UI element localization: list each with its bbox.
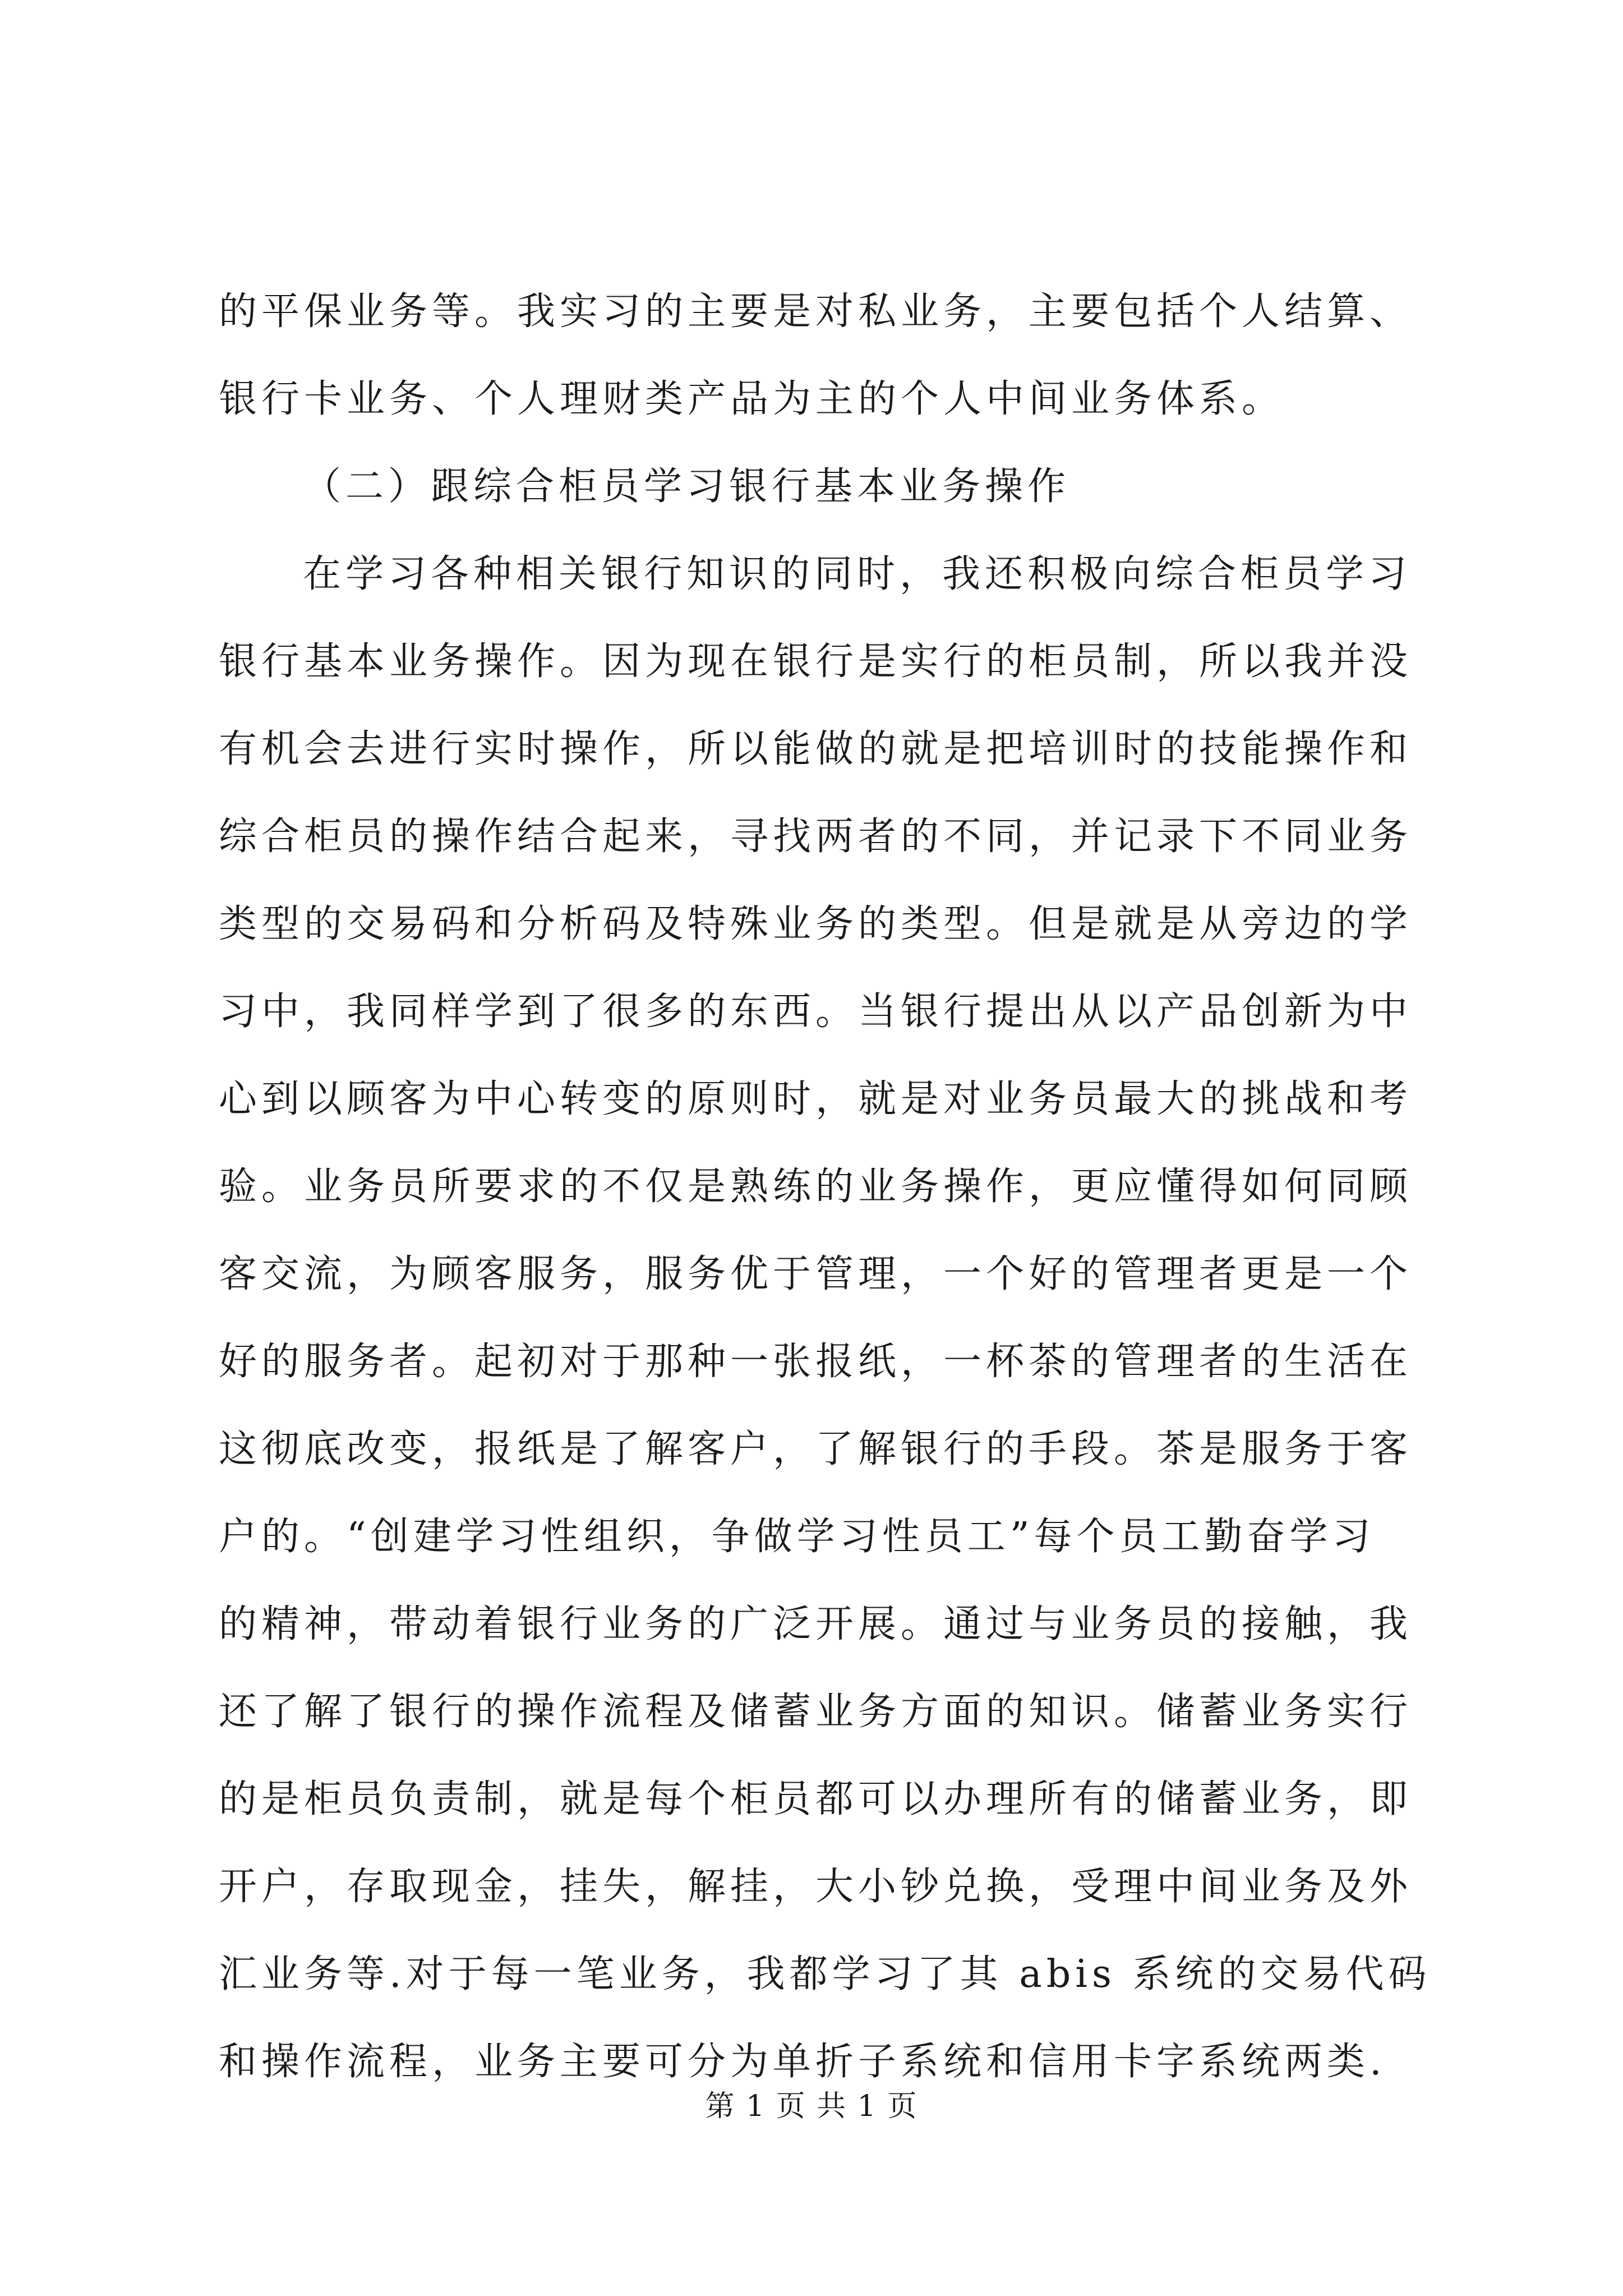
text-line: 类型的交易码和分析码及特殊业务的类型。但是就是从旁边的学	[219, 902, 1413, 946]
text-line: 验。业务员所要求的不仅是熟练的业务操作，更应懂得如何同顾	[219, 1165, 1413, 1209]
section-heading: （二）跟综合柜员学习银行基本业务操作	[303, 464, 1071, 509]
text-line: 好的服务者。起初对于那种一张报纸，一杯茶的管理者的生活在	[219, 1340, 1413, 1384]
paragraph-first-line: 在学习各种相关银行知识的同时，我还积极向综合柜员学习	[303, 552, 1412, 596]
text-line: 心到以顾客为中心转变的原则时，就是对业务员最大的挑战和考	[219, 1077, 1413, 1121]
text-line: 还了解了银行的操作流程及储蓄业务方面的知识。储蓄业务实行	[219, 1690, 1413, 1734]
text-line: 银行卡业务、个人理财类产品为主的个人中间业务体系。	[219, 377, 1285, 421]
text-line: 客交流，为顾客服务，服务优于管理，一个好的管理者更是一个	[219, 1252, 1413, 1296]
page-number-footer: 第 1 页 共 1 页	[705, 2090, 918, 2123]
text-line: 综合柜员的操作结合起来，寻找两者的不同，并记录下不同业务	[219, 815, 1413, 859]
text-line: 的精神，带动着银行业务的广泛开展。通过与业务员的接触，我	[219, 1602, 1413, 1646]
text-line: 有机会去进行实时操作，所以能做的就是把培训时的技能操作和	[219, 727, 1413, 771]
text-line: 和操作流程，业务主要可分为单折子系统和信用卡字系统两类.	[219, 2040, 1386, 2084]
text-line: 的平保业务等。我实习的主要是对私业务，主要包括个人结算、	[219, 289, 1413, 334]
text-line: 的是柜员负责制，就是每个柜员都可以办理所有的储蓄业务，即	[219, 1777, 1413, 1821]
text-line: 这彻底改变，报纸是了解客户，了解银行的手段。茶是服务于客	[219, 1427, 1413, 1471]
text-line: 银行基本业务操作。因为现在银行是实行的柜员制，所以我并没	[219, 639, 1413, 684]
text-line: 户的。“创建学习性组织，争做学习性员工”每个员工勤奋学习	[219, 1515, 1375, 1559]
text-line: 汇业务等.对于每一笔业务，我都学习了其 abis 系统的交易代码	[219, 1952, 1431, 1996]
body-text	[219, 268, 1431, 2106]
text-line: 习中，我同样学到了很多的东西。当银行提出从以产品创新为中	[219, 990, 1413, 1034]
text-line: 开户，存取现金，挂失，解挂，大小钞兑换，受理中间业务及外	[219, 1865, 1413, 1909]
